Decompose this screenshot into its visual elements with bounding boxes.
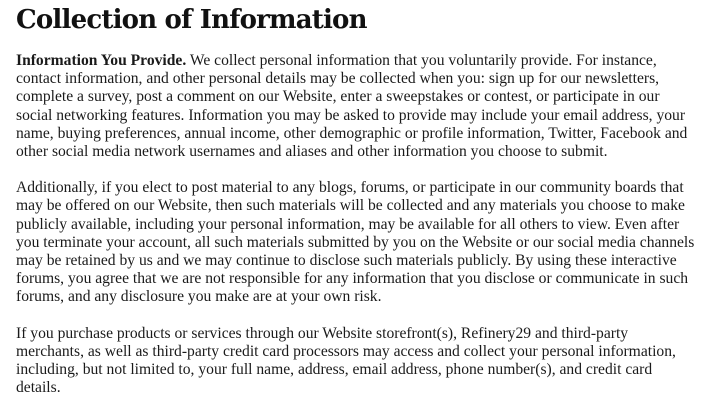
paragraph-lead-heading: Information You Provide. [16,52,187,69]
paragraph-body-text: We collect personal information that you voluntarily provide. For instance, contact information, and other personal details may be collected when you: sign up for our newsletters, complete a survey, post a comment on our Website, enter a sweepstakes or contest, or participate in our social networking features. Information you may be asked to provide may include your email address, your name, buying preferences, annual income, other demographic or profile information, Twitter, Facebook and other social media network usernames and aliases and other information you choose to submit. [16,52,688,161]
section-title: Collection of Information [16,5,367,35]
privacy-policy-section [16,0,696,397]
paragraph-purchases: If you purchase products or services through our Website storefront(s), Refinery29 and third-party merchants, as well as third-party credit card processors may access and collect your personal information, including, but not limited to, your full name, address, email address, phone number(s), and credit card details. [16,324,676,397]
paragraph-information-you-provide [16,52,696,161]
paragraph-community-posting: Additionally, if you elect to post material to any blogs, forums, or participate in our community boards that may be offered on our Website, then such materials will be collected and any materials you choose to make publicly available, including your personal information, may be available for all others to view. Even after you terminate your account, all such materials submitted by you on the Website or our social media channels may be retained by us and we may continue to disclose such materials publicly. By using these interactive forums, you agree that we are not responsible for any information that you disclose or communicate in such forums, and any disclosure you make are at your own risk. [16,179,695,306]
